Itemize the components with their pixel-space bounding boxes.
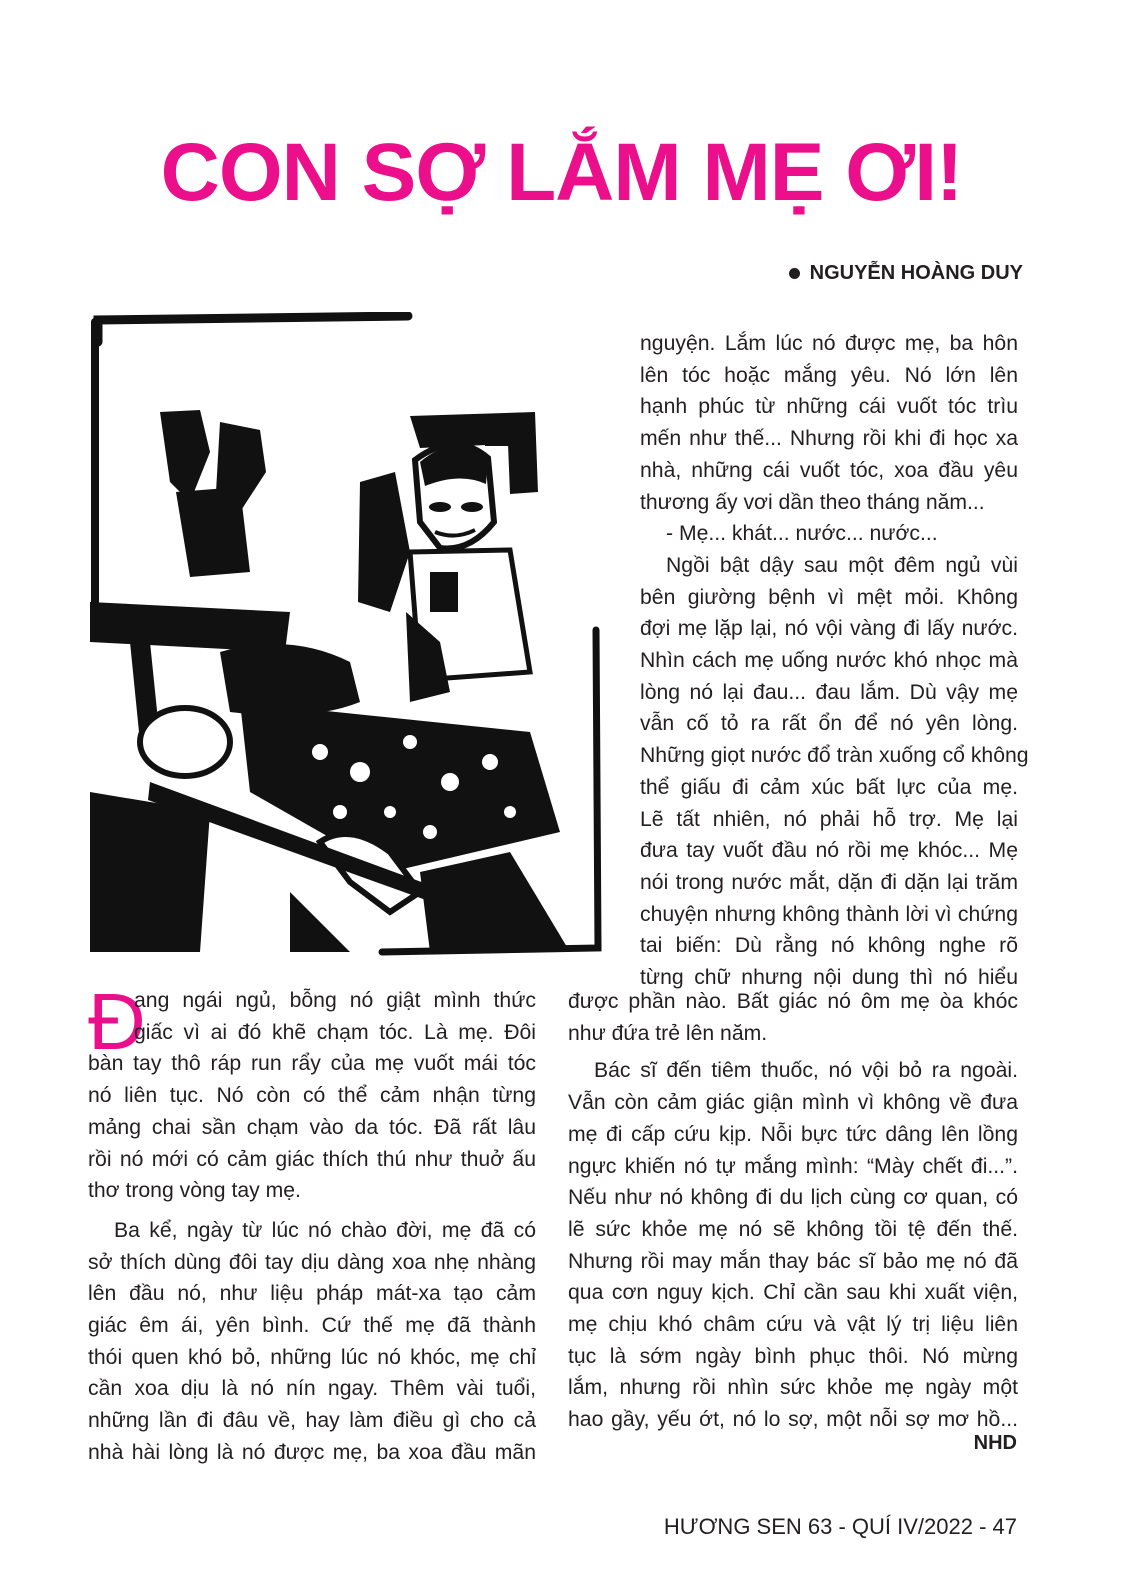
text-line: cần xoa dịu là nó nín ngay. Thêm vài tuổi, xyxy=(88,1377,536,1401)
text-line: nói trong nước mắt, dặn đi dặn lại trăm xyxy=(640,870,1018,894)
text-line: lên đầu nó, như liệu pháp mát-xa tạo cảm xyxy=(88,1282,536,1306)
bullet-icon xyxy=(789,268,800,279)
author-name: NGUYỄN HOÀNG DUY xyxy=(809,262,1023,284)
text-line: nguyện. Lắm lúc nó được mẹ, ba hôn xyxy=(640,332,1018,355)
signature: NHD xyxy=(973,1432,1017,1454)
text-line: thể giấu đi cảm xúc bất lực của mẹ. xyxy=(640,775,1018,799)
text-line: lòng nó lại đau... đau lắm. Dù vậy mẹ xyxy=(640,680,1018,704)
text-line: từng chữ nhưng nội dung thì nó hiểu xyxy=(640,966,1018,990)
text-line: rồi nó mới có cảm giác thích thú như thuở ấu xyxy=(88,1147,536,1171)
text-line: chuyện nhưng không thành lời vì chứng xyxy=(640,902,1018,926)
text-line: Nhưng rồi may mắn thay bác sĩ bảo mẹ nó đã xyxy=(568,1249,1018,1273)
left-column xyxy=(88,985,536,1469)
text-line: được phần nào. Bất giác nó ôm mẹ òa khóc xyxy=(568,990,1018,1013)
text-line: Nhìn cách mẹ uống nước khó nhọc mà xyxy=(640,649,1018,673)
text-line: tục là sớm ngày bình phục thôi. Nó mừng xyxy=(568,1344,1018,1368)
text-line: hao gầy, yếu ớt, nó lo sợ, một nỗi sợ mơ hồ... xyxy=(568,1408,1018,1432)
dialogue-line: - Mẹ... khát... nước... nước... xyxy=(666,522,938,546)
text-line: nó liên tục. Nó còn có thể cảm nhận từng xyxy=(88,1084,536,1108)
text-line: thói quen khó bỏ, những lúc nó khóc, mẹ chỉ xyxy=(88,1345,536,1369)
text-line: Ngồi bật dậy sau một đêm ngủ vùi xyxy=(666,553,1018,577)
text-line: nhà, những cái vuốt tóc, xoa đầu yêu xyxy=(640,458,1018,482)
text-line: mến như thế... Nhưng rồi khi đi học xa xyxy=(640,427,1018,451)
right-column-bottom xyxy=(568,986,1018,1436)
page-footer: HƯƠNG SEN 63 - QUÍ IV/2022 - 47 xyxy=(663,1514,1017,1539)
text-line: lẽ sức khỏe mẹ nó sẽ không tồi tệ đến thế. xyxy=(568,1217,1018,1241)
text-line: thơ trong vòng tay mẹ. xyxy=(88,1179,301,1203)
text-line: Nếu như nó không đi du lịch cùng cơ quan, có xyxy=(568,1186,1018,1210)
text-line: lắm, nhưng rồi nhìn sức khỏe mẹ ngày một xyxy=(568,1376,1018,1400)
text-line: mẹ đi cấp cứu kịp. Nỗi bực tức dâng lên lồng xyxy=(568,1122,1018,1146)
right-column-top xyxy=(640,328,1029,994)
text-line: bên giường bệnh vì mệt mỏi. Không xyxy=(640,585,1018,609)
text-line: giác êm ái, yên bình. Cứ thế mẹ đã thành xyxy=(88,1314,536,1338)
text-line: bàn tay thô ráp run rẩy của mẹ vuốt mái tóc xyxy=(88,1052,536,1076)
text-line: như đứa trẻ lên năm. xyxy=(568,1021,768,1045)
text-line: Vẫn còn cảm giác giận mình vì không về đưa xyxy=(568,1091,1018,1115)
text-line: Những giọt nước đổ tràn xuống cổ không xyxy=(640,744,1029,768)
text-line: lên tóc hoặc mắng yêu. Nó lớn lên xyxy=(640,363,1018,387)
text-line: đợi mẹ lặp lại, nó vội vàng đi lấy nước. xyxy=(640,617,1018,641)
text-line: ngực khiến nó tự mắng mình: “Mày chết đi...”. xyxy=(568,1154,1018,1178)
text-line: hạnh phúc từ những cái vuốt tóc trìu xyxy=(640,395,1018,419)
text-line: tai biến: Dù rằng nó không nghe rõ xyxy=(640,934,1018,958)
text-line: vẫn cố tỏ ra rất ổn để nó yên lòng. xyxy=(640,712,1018,736)
text-line: Lẽ tất nhiên, nó phải hỗ trợ. Mẹ lại xyxy=(640,807,1018,831)
text-line: những lần đi đâu về, hay làm điều gì cho cả xyxy=(88,1409,536,1433)
text-line: sở thích dùng đôi tay dịu dàng xoa nhẹ nhàng xyxy=(88,1250,536,1274)
illustration xyxy=(90,312,602,960)
text-line: Bác sĩ đến tiêm thuốc, nó vội bỏ ra ngoài. xyxy=(594,1059,1018,1083)
text-line: ang ngái ngủ, bỗng nó giật mình thức xyxy=(134,989,536,1012)
text-line: Ba kể, ngày từ lúc nó chào đời, mẹ đã có xyxy=(114,1218,536,1242)
text-line: mẹ chịu khó châm cứu và vật lý trị liệu liên xyxy=(568,1313,1018,1337)
text-line: nhà hài lòng là nó được mẹ, ba xoa đầu mãn xyxy=(88,1440,536,1464)
text-line: mảng chai sần chạm vào da tóc. Đã rất lâu xyxy=(88,1115,536,1139)
dropcap: Đ xyxy=(88,977,146,1066)
text-line: giấc vì ai đó khẽ chạm tóc. Là mẹ. Đôi xyxy=(134,1020,536,1044)
byline xyxy=(789,262,1023,285)
text-line: đưa tay vuốt đầu nó rồi mẹ khóc... Mẹ xyxy=(640,839,1018,863)
article-title: CON SỢ LẮM MẸ ƠI! xyxy=(160,127,963,218)
text-line: thương ấy vơi dần theo tháng năm... xyxy=(640,490,985,514)
text-line: qua cơn nguy kịch. Chỉ cần sau khi xuất viện, xyxy=(568,1281,1018,1305)
